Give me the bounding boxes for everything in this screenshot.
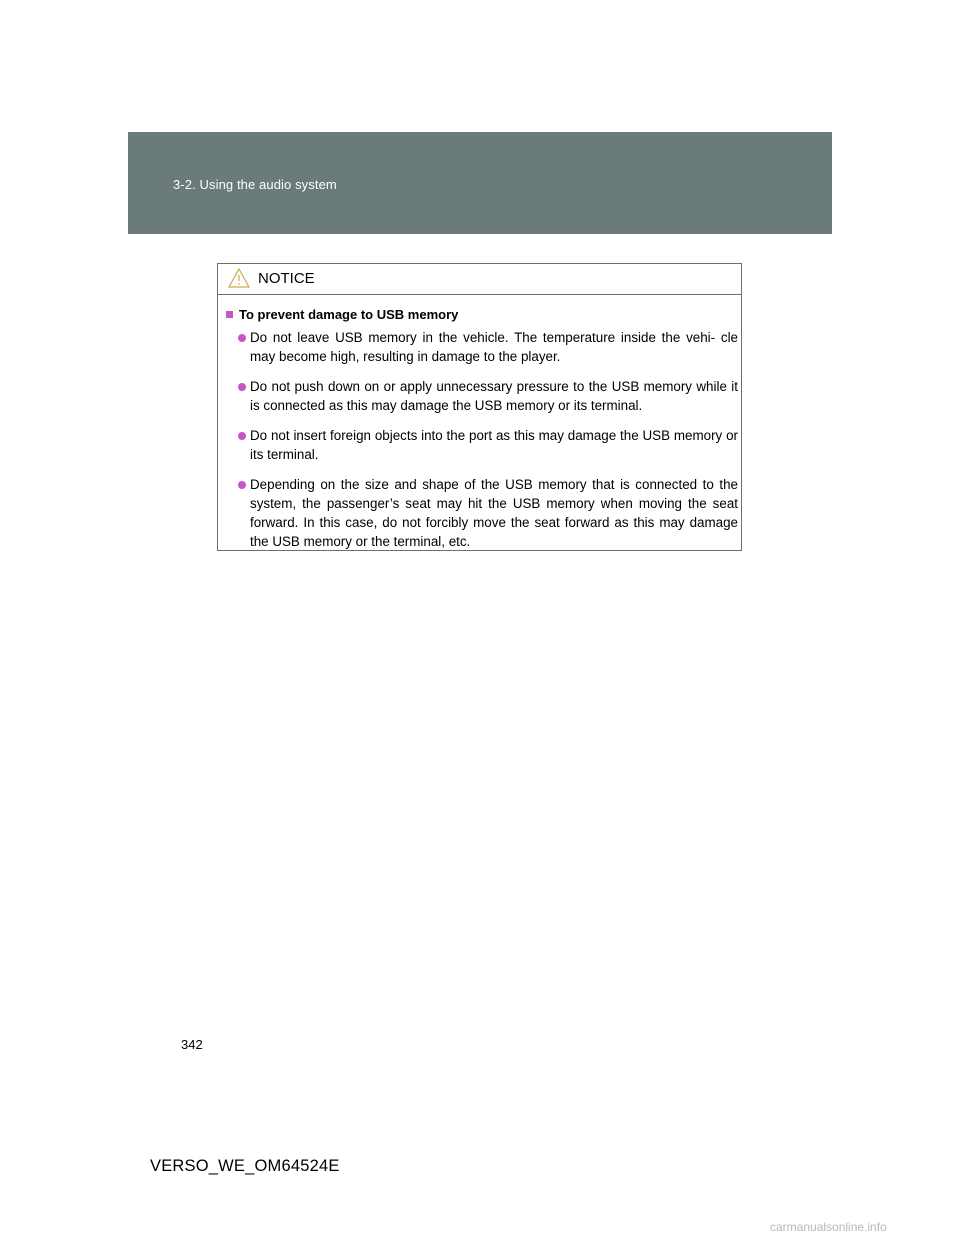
notice-subheading: [226, 307, 458, 322]
bullet-dot-icon: [238, 481, 246, 489]
list-item: [238, 328, 738, 366]
header-band: [128, 132, 832, 234]
list-item-text: Depending on the size and shape of the USB memory that is connected to the system, the passenger’s seat may hit the USB memory when moving the seat forward. In this case, do not forcibly move the seat forward as this may damage the USB memory or the terminal, etc.: [250, 477, 738, 549]
subheading-text: To prevent damage to USB memory: [239, 307, 459, 322]
bullet-dot-icon: [238, 432, 246, 440]
square-bullet-icon: [226, 311, 233, 318]
list-item-text: Do not push down on or apply unnecessary pressure to the USB memory while it is connected as this may damage the USB memory or its terminal.: [250, 379, 738, 413]
notice-title: NOTICE: [258, 270, 315, 287]
notice-header: [218, 264, 741, 295]
bullet-dot-icon: [238, 334, 246, 342]
section-title: 3-2. Using the audio system: [173, 177, 337, 192]
watermark: carmanualsonline.info: [770, 1220, 887, 1234]
list-item: [238, 377, 738, 415]
warning-triangle-icon: [228, 268, 250, 288]
notice-box: [217, 263, 742, 551]
page-number: 342: [181, 1037, 203, 1052]
bullet-list: [238, 328, 738, 562]
bullet-dot-icon: [238, 383, 246, 391]
list-item: [238, 426, 738, 464]
list-item-text: Do not insert foreign objects into the port as this may damage the USB memory or its terminal.: [250, 428, 738, 462]
list-item-text: Do not leave USB memory in the vehicle. The temperature inside the vehi- cle may become high, resulting in damage to the player.: [250, 330, 738, 364]
list-item: [238, 475, 738, 551]
document-code: VERSO_WE_OM64524E: [150, 1157, 340, 1175]
